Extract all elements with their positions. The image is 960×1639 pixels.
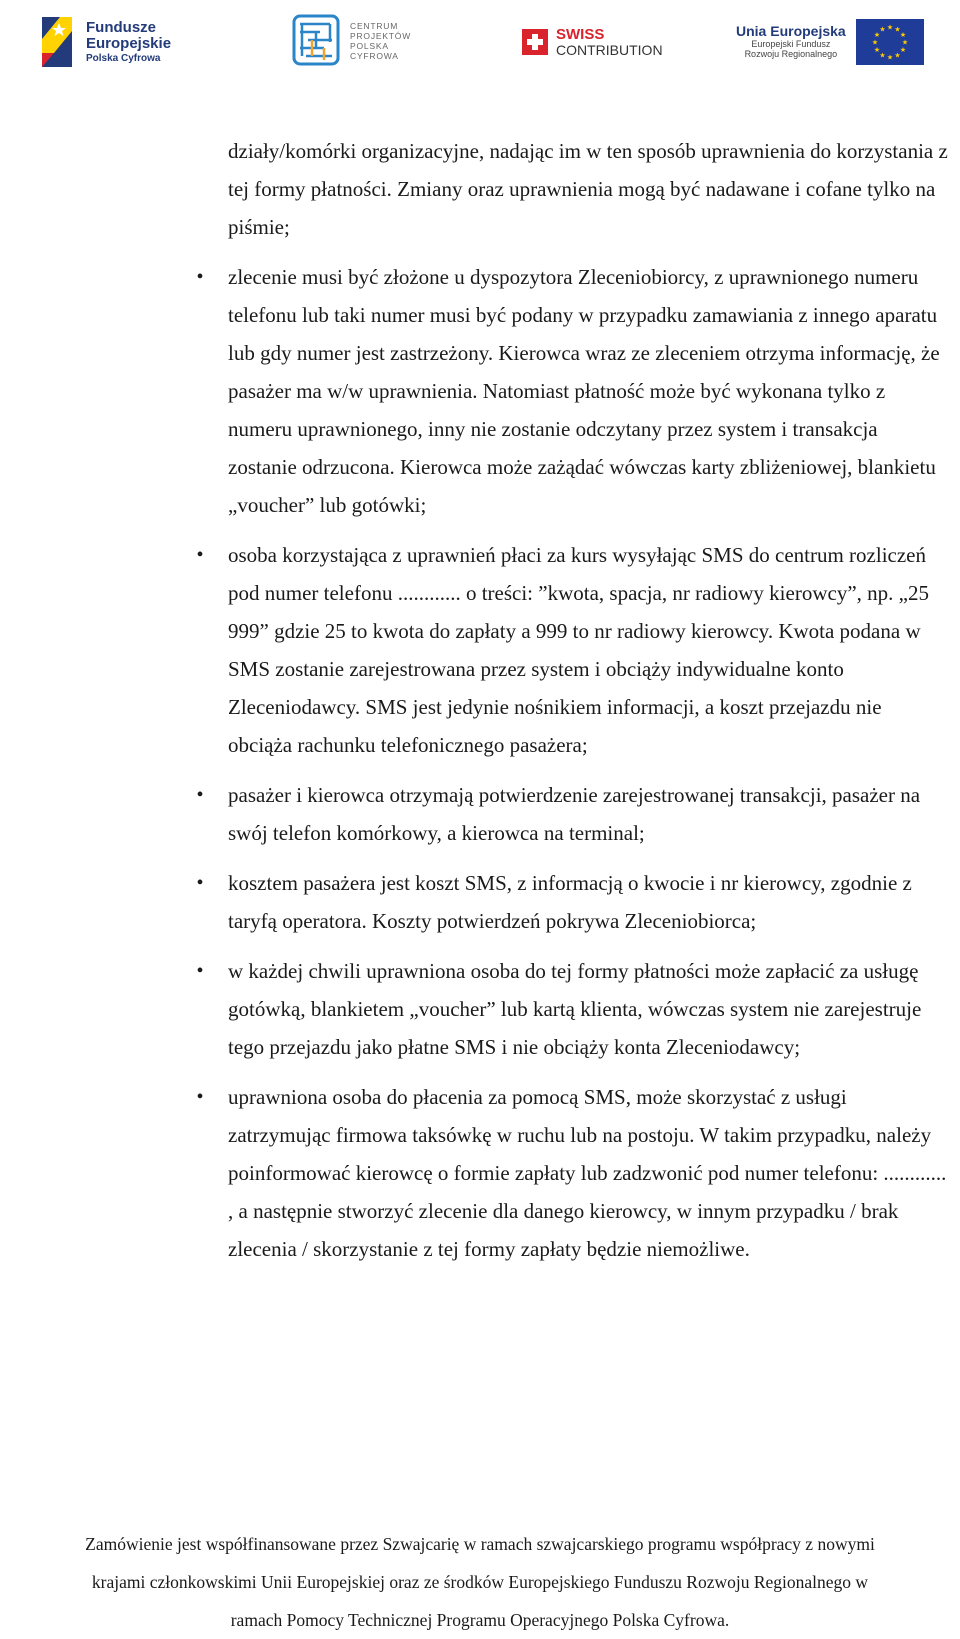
- ue-line-2: Europejski Fundusz: [751, 38, 831, 49]
- swiss-contribution-wordmark: [556, 27, 663, 57]
- eu-star-icon: ★: [873, 46, 880, 54]
- bullet-marker: •: [196, 1086, 204, 1108]
- bullet-marker: •: [196, 784, 204, 806]
- swiss-line-2: CONTRIBUTION: [556, 41, 663, 58]
- eu-flag-icon: [856, 19, 924, 65]
- list-item-text: pasażer i kierowca otrzymają potwierdzenie zarejestrowanej transakcji, pasażer na swój telefon komórkowy, a kierowca na terminal;: [228, 783, 921, 845]
- ue-line-1: Unia Europejska: [736, 23, 846, 40]
- cpp-maze-icon: [290, 12, 342, 73]
- list-item: [196, 1078, 950, 1268]
- fe-line-1: Fundusze: [86, 19, 156, 36]
- fe-line-2: Europejskie: [86, 34, 172, 52]
- fe-line-3: Polska Cyfrowa: [86, 52, 161, 64]
- fundusze-europejskie-logo: [40, 8, 190, 76]
- list-item-text: osoba korzystająca z uprawnień płaci za kurs wysyłając SMS do centrum rozliczeń pod numer telefonu ............ o treści: ”kwota, spacja, nr radiowy kierowcy”, np. „25 999” gdzie 25 to kwota do zapłaty a 999 to nr radiowy kierowcy. Kwota podana w SMS zostanie zarejestrowana przez system i obciąży indywidualne konto Zleceniodawcy. SMS jest jedynie nośnikiem informacji, a koszt przejazdu nie obciąża rachunku telefonicznego pasażera;: [228, 543, 929, 757]
- fundusze-europejskie-wordmark: [86, 20, 171, 64]
- list-item: [196, 776, 950, 852]
- bullet-marker: •: [196, 960, 204, 982]
- eu-star-icon: ★: [894, 51, 901, 60]
- swiss-cross-icon: [522, 29, 548, 55]
- unia-europejska-wordmark: [736, 24, 846, 59]
- eu-star-icon: ★: [886, 53, 893, 62]
- bullet-marker: •: [196, 872, 204, 894]
- list-item-text: kosztem pasażera jest koszt SMS, z informacją o kwocie i nr kierowcy, zgodnie z taryfą operatora. Koszty potwierdzeń pokrywa Zleceniobiorca;: [228, 871, 912, 933]
- eu-star-icon: ★: [879, 25, 886, 34]
- footer-line-1: Zamówienie jest współfinansowane przez Szwajcarię w ramach szwajcarskiego programu współpracy z nowymi: [85, 1534, 875, 1554]
- cpp-wordmark: [350, 22, 411, 61]
- cpp-logo: [290, 8, 440, 76]
- list-item-text: uprawniona osoba do płacenia za pomocą SMS, może skorzystać z usługi zatrzymując firmowa taksówkę w ruchu lub na postoju. W takim przypadku, należy poinformować kierowcę o formie zapłaty lub zadzwonić pod numer telefonu: ............ , a następnie stworzyć zlecenie dla danego kierowcy, w innym przypadku / brak zlecenia / skorzystanie z tej formy zapłaty będzie niemożliwe.: [228, 1085, 947, 1261]
- footer-line-2: krajami członkowskimi Unii Europejskiej oraz ze środków Europejskiego Funduszu Rozwoju Regionalnego w: [91, 1572, 869, 1592]
- unia-europejska-logo: [736, 8, 936, 76]
- list-item: [196, 952, 950, 1066]
- fundusze-europejskie-icon: [40, 13, 80, 71]
- footer-line-3: ramach Pomocy Technicznej Programu Operacyjnego Polska Cyfrowa.: [230, 1610, 730, 1630]
- list-item: [196, 258, 950, 524]
- eu-star-icon: ★: [899, 31, 906, 39]
- swiss-contribution-logo: [522, 8, 682, 76]
- ue-line-3: Rozwoju Regionalnego: [744, 48, 838, 59]
- list-item: [196, 864, 950, 940]
- cpp-line-1: CENTRUM: [350, 21, 399, 32]
- funding-footer: [0, 1525, 960, 1639]
- eu-star-icon: ★: [886, 23, 893, 32]
- list-item-text: w każdej chwili uprawniona osoba do tej formy płatności może zapłacić za usługę gotówką, blankietem „voucher” lub kartą klienta, wówczas system nie zarejestruje tego przejazdu jako płatne SMS i nie obciąży konta Zleceniodawcy;: [228, 959, 922, 1059]
- list-item-text: zlecenie musi być złożone u dyspozytora Zleceniobiorcy, z uprawnionego numeru telefonu lub taki numer musi być podany w przypadku zamawiania z innego aparatu lub gdy numer jest zastrzeżony. Kierowca wraz ze zleceniem otrzyma informację, że pasażer ma w/w uprawnienia. Natomiast płatność może być wykonana tylko z numeru uprawnionego, inny nie zostanie odczytany przez system i transakcja zostanie odrzucona. Kierowca może zażądać wówczas karty zbliżeniowej, blankietu „voucher” lub gotówki;: [228, 265, 940, 517]
- bullet-marker: •: [196, 266, 204, 288]
- eu-star-icon: ★: [899, 46, 906, 54]
- eu-star-icon: ★: [873, 31, 880, 39]
- bullet-list: [0, 258, 960, 1268]
- eu-star-icon: ★: [894, 25, 901, 34]
- eu-star-icon: ★: [879, 51, 886, 60]
- cpp-line-3: POLSKA: [350, 41, 389, 51]
- eu-star-icon: ★: [871, 38, 878, 47]
- cpp-line-2: PROJEKTÓW: [350, 31, 412, 42]
- eu-star-icon: ★: [901, 38, 908, 47]
- document-body: [0, 132, 960, 1280]
- bullet-marker: •: [196, 544, 204, 566]
- swiss-line-1: SWISS: [556, 25, 605, 43]
- intro-paragraph: działy/komórki organizacyjne, nadając im w ten sposób uprawnienia do korzystania z tej formy płatności. Zmiany oraz uprawnienia mogą być nadawane i cofane tylko na piśmie;: [228, 139, 948, 239]
- cpp-line-4: CYFROWA: [350, 50, 399, 61]
- logo-bar: [0, 0, 960, 90]
- list-item: [196, 536, 950, 764]
